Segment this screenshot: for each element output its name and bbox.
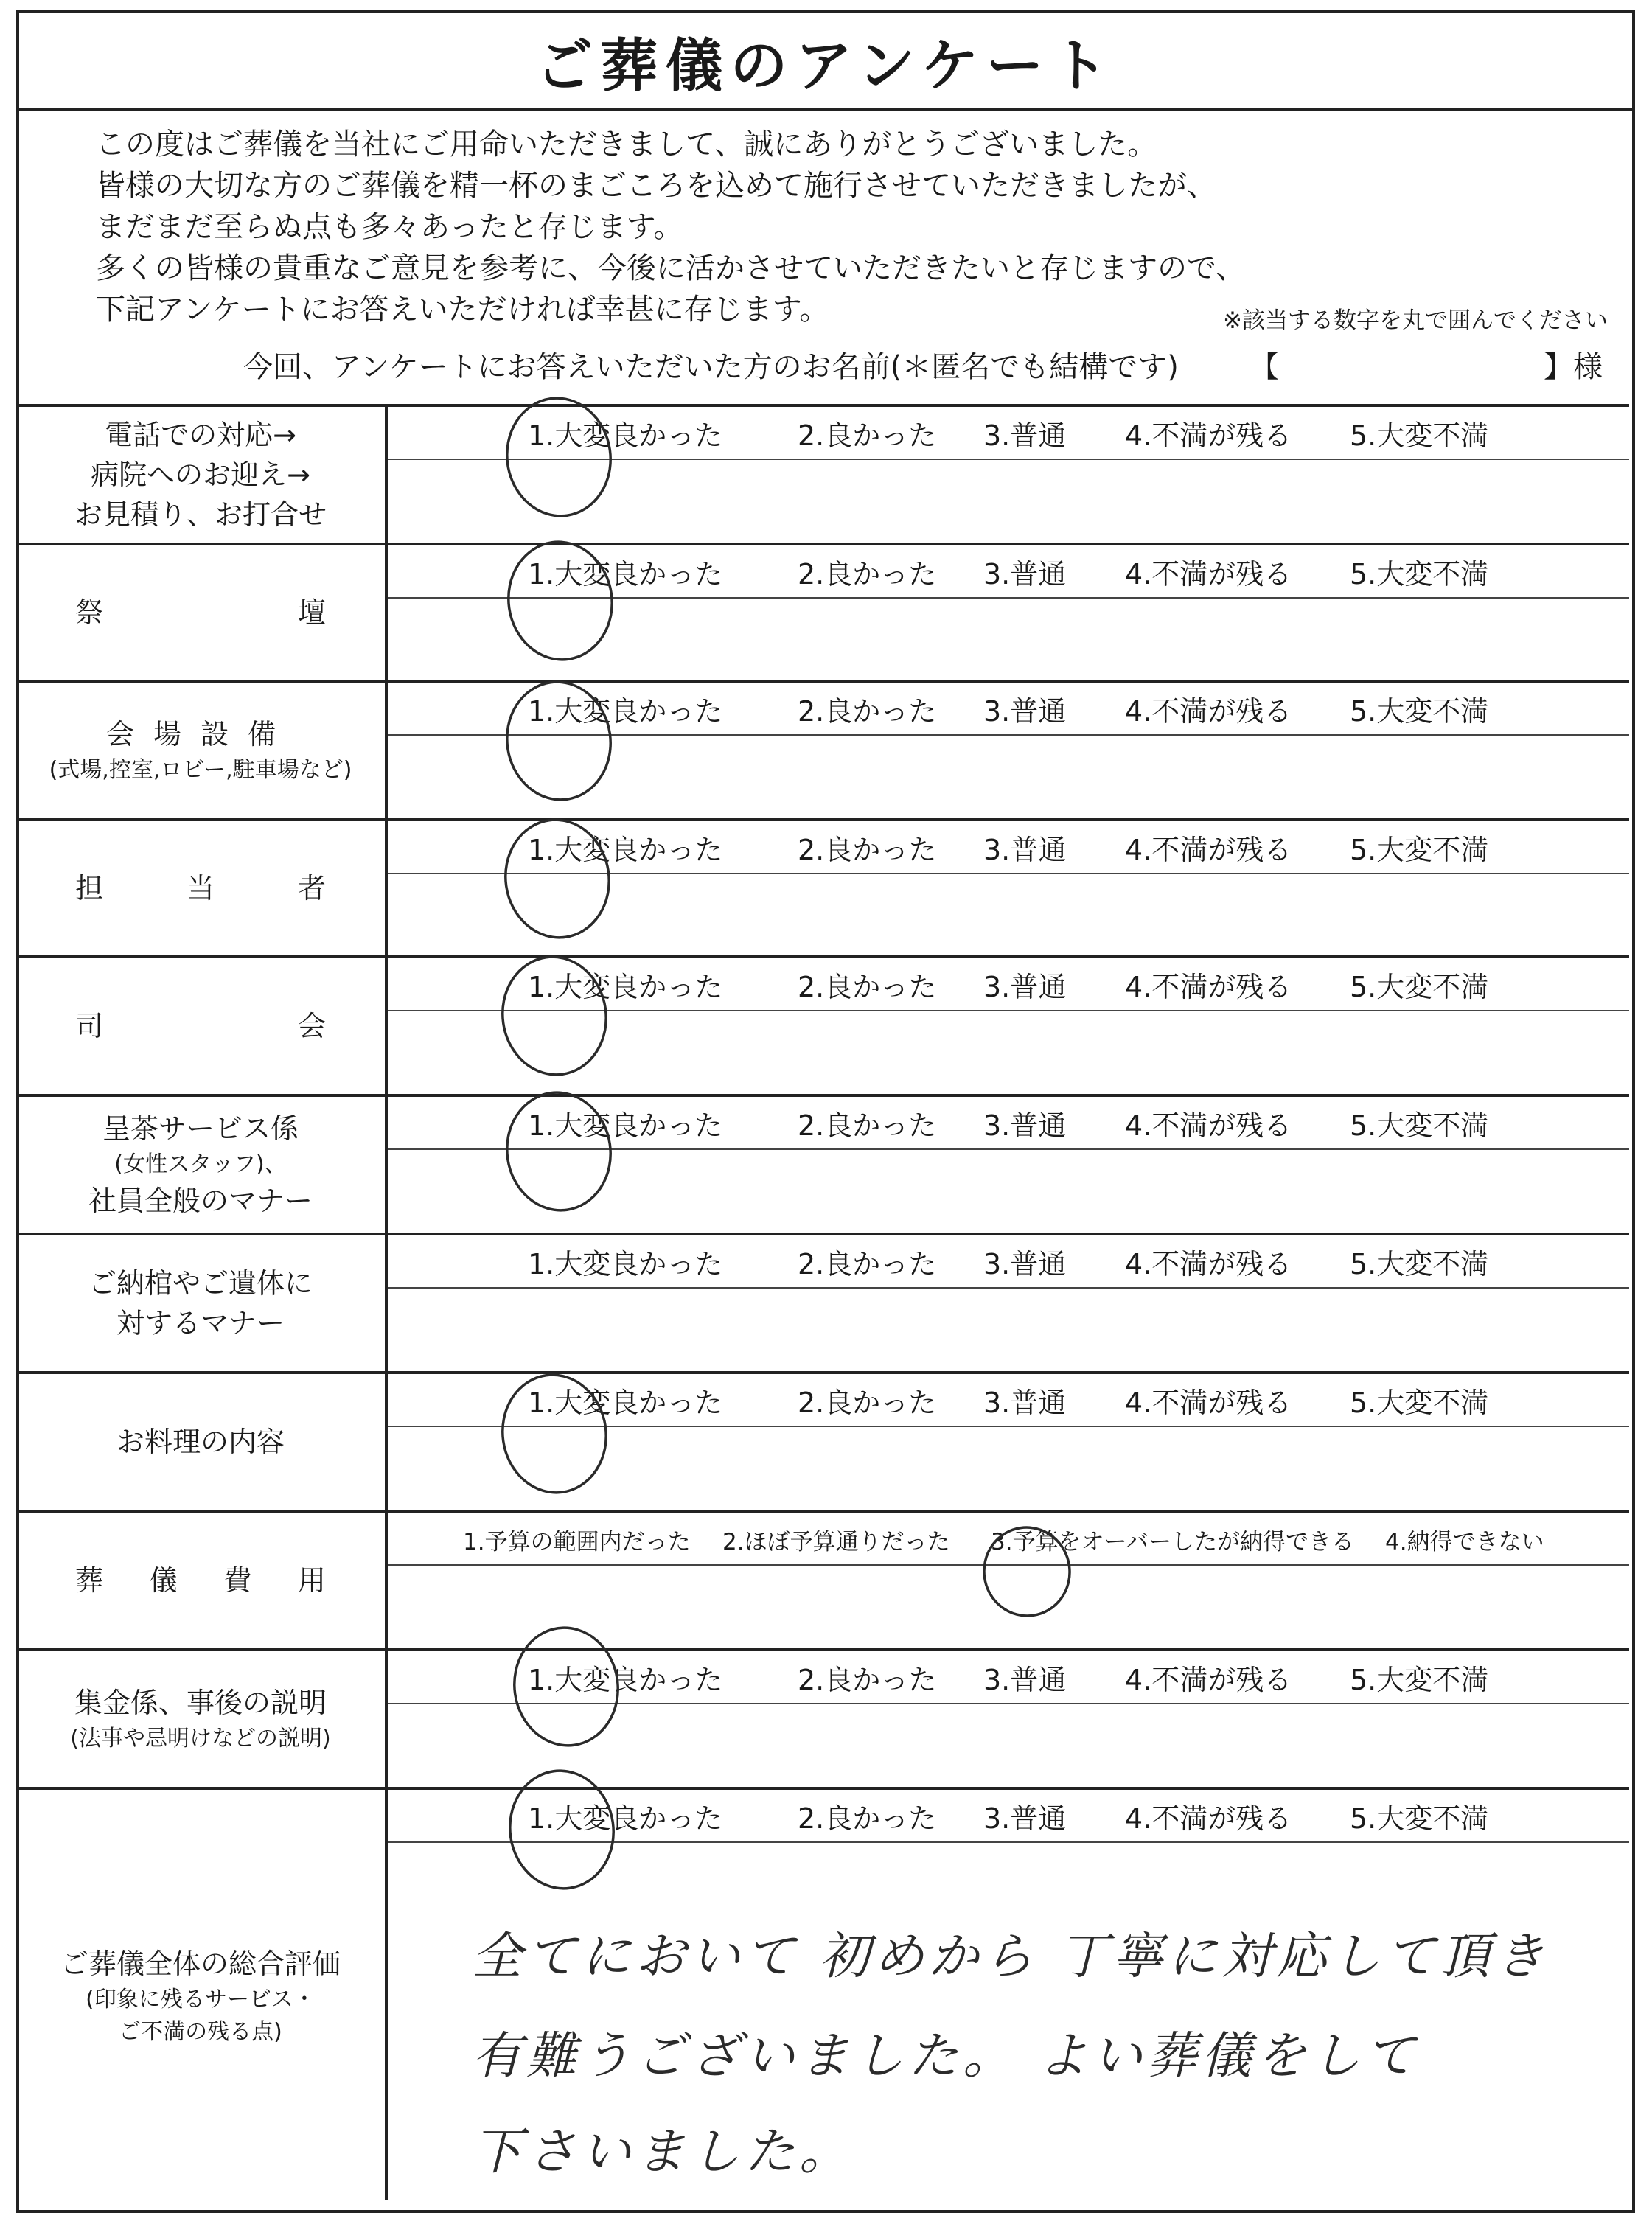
- rating-options: [388, 1790, 1629, 1841]
- rating-option-3[interactable]: 3.普通: [983, 695, 1067, 728]
- label-char: 会: [297, 1010, 326, 1042]
- intro-line: 皆様の大切な方のご葬儀を精一杯のまごころを込めて施行させていただきましたが、: [96, 169, 1216, 203]
- label-line: 病院へのお迎え→: [91, 459, 310, 491]
- rating-option-5[interactable]: 5.大変不満: [1350, 695, 1489, 728]
- row-label: [16, 1097, 385, 1233]
- row-label: [16, 545, 385, 680]
- row-label: [16, 1513, 385, 1648]
- label-sub: (印象に残るサービス・: [86, 1987, 316, 2012]
- rating-option-5[interactable]: 5.大変不満: [1350, 1387, 1489, 1419]
- rating-option-4[interactable]: 4.不満が残る: [1125, 834, 1292, 866]
- row-label: [16, 1374, 385, 1510]
- label-sub: (法事や忌明けなどの説明): [70, 1726, 331, 1751]
- survey-grid: [16, 0, 1635, 2224]
- label-line: [75, 868, 326, 908]
- label-line: 電話での対応→: [105, 419, 296, 451]
- instruction-note: ※該当する数字を丸で囲んでください: [1223, 307, 1608, 334]
- label-char: 担: [75, 872, 104, 904]
- rating-option-2[interactable]: 2.良かった: [798, 1387, 937, 1419]
- answer-rule: [388, 1148, 1629, 1150]
- rating-option-2[interactable]: 2.良かった: [798, 695, 937, 728]
- rating-option-5[interactable]: 5.大変不満: [1350, 558, 1489, 590]
- rating-option-4[interactable]: 4.不満が残る: [1125, 1109, 1292, 1142]
- cost-option-3[interactable]: 3.予算をオーバーしたが納得できる: [991, 1529, 1355, 1555]
- rating-option-5[interactable]: 5.大変不満: [1350, 1664, 1489, 1696]
- rating-options: [388, 1651, 1629, 1703]
- cost-option-2[interactable]: 2.ほぼ予算通りだった: [722, 1529, 950, 1555]
- row-label: [16, 958, 385, 1094]
- cost-option-1[interactable]: 1.予算の範囲内だった: [463, 1529, 691, 1555]
- row-label: [16, 1235, 385, 1371]
- rating-option-4[interactable]: 4.不満が残る: [1125, 1802, 1292, 1835]
- name-label: 今回、アンケートにお答えいただいた方のお名前(＊匿名でも結構です): [243, 350, 1179, 384]
- label-line: 社員全般のマナー: [88, 1185, 313, 1217]
- row-staff: [16, 821, 1629, 958]
- label-line: ご葬儀全体の総合評価: [60, 1948, 341, 1980]
- label-char: 者: [297, 872, 326, 904]
- answer-rule: [388, 873, 1629, 874]
- answer-rule: [388, 1287, 1629, 1289]
- label-line: 対するマナー: [116, 1307, 285, 1339]
- rating-option-3[interactable]: 3.普通: [983, 1387, 1067, 1419]
- rating-option-3[interactable]: 3.普通: [983, 419, 1067, 452]
- rating-option-5[interactable]: 5.大変不満: [1350, 419, 1489, 452]
- answer-rule: [388, 1841, 1629, 1843]
- intro-line: 多くの皆様の貴重なご意見を参考に、今後に活かさせていただきたいと存じますので、: [96, 251, 1246, 285]
- row-mc: [16, 958, 1629, 1097]
- answer-rule: [388, 1564, 1629, 1566]
- row-label: [16, 1790, 385, 2203]
- rating-option-1[interactable]: 1.大変良かった: [528, 971, 723, 1003]
- label-line: 集金係、事後の説明: [74, 1687, 327, 1719]
- intro-line: この度はご葬儀を当社にご用命いただきまして、誠にありがとうございました。: [96, 128, 1157, 161]
- label-line: 呈茶サービス係: [102, 1112, 299, 1145]
- rating-option-3[interactable]: 3.普通: [983, 1802, 1067, 1835]
- row-cost: [16, 1513, 1629, 1651]
- answer-rule: [388, 1703, 1629, 1704]
- rating-options: [388, 1374, 1629, 1426]
- rating-option-1[interactable]: 1.大変良かった: [528, 558, 723, 590]
- handwritten-comment-line: 全てにおいて 初めから 丁寧に対応して頂き: [472, 1928, 1550, 1986]
- rating-option-3[interactable]: 3.普通: [983, 971, 1067, 1003]
- intro-line: まだまだ至らぬ点も多々あったと存じます。: [96, 210, 683, 244]
- row-label: [16, 1651, 385, 1787]
- rating-option-1[interactable]: 1.大変良かった: [528, 1387, 723, 1419]
- label-line: [75, 1006, 326, 1046]
- rating-options: [388, 958, 1629, 1010]
- label-sub: ご不満の残る点): [119, 2019, 282, 2045]
- rating-option-3[interactable]: 3.普通: [983, 1109, 1067, 1142]
- label-line: お見積り、お打合せ: [74, 498, 327, 531]
- rating-options: [388, 407, 1629, 459]
- row-collect: [16, 1651, 1629, 1790]
- label-line: お料理の内容: [116, 1426, 285, 1458]
- cost-option-4[interactable]: 4.納得できない: [1385, 1529, 1544, 1555]
- rating-option-4[interactable]: 4.不満が残る: [1125, 419, 1292, 452]
- rating-option-3[interactable]: 3.普通: [983, 558, 1067, 590]
- label-sub: (式場,控室,ロビー,駐車場など): [49, 757, 352, 783]
- rating-option-1[interactable]: 1.大変良かった: [528, 1248, 723, 1280]
- rating-option-4[interactable]: 4.不満が残る: [1125, 695, 1292, 728]
- name-bracket-close: 】様: [1544, 350, 1603, 384]
- rating-option-5[interactable]: 5.大変不満: [1350, 834, 1489, 866]
- row-label: [16, 821, 385, 955]
- label-char: 司: [75, 1010, 104, 1042]
- rating-option-4[interactable]: 4.不満が残る: [1125, 558, 1292, 590]
- row-venue: [16, 683, 1629, 821]
- rating-option-4[interactable]: 4.不満が残る: [1125, 1664, 1292, 1696]
- rating-options: [388, 545, 1629, 597]
- rating-option-2[interactable]: 2.良かった: [798, 971, 937, 1003]
- row-phone: [16, 407, 1629, 545]
- rating-option-2[interactable]: 2.良かった: [798, 419, 937, 452]
- rating-option-1[interactable]: 1.大変良かった: [528, 1109, 723, 1142]
- rating-option-3[interactable]: 3.普通: [983, 1248, 1067, 1280]
- answer-rule: [388, 597, 1629, 599]
- rating-option-5[interactable]: 5.大変不満: [1350, 1248, 1489, 1280]
- rating-option-1[interactable]: 1.大変良かった: [528, 834, 723, 866]
- rating-option-2[interactable]: 2.良かった: [798, 1802, 937, 1835]
- label-line: ご納棺やご遺体に: [88, 1267, 313, 1300]
- form-title: ご葬儀のアンケート: [535, 32, 1116, 100]
- label-char: 当: [186, 872, 215, 904]
- answer-rule: [388, 1010, 1629, 1011]
- label-char: 費: [223, 1564, 252, 1597]
- rating-option-3[interactable]: 3.普通: [983, 1664, 1067, 1696]
- rating-option-5[interactable]: 5.大変不満: [1350, 1109, 1489, 1142]
- rating-options: [388, 683, 1629, 734]
- name-bracket-open: 【: [1250, 350, 1279, 384]
- rating-option-1[interactable]: 1.大変良かった: [528, 1802, 723, 1835]
- label-line: 会場設備: [105, 718, 295, 750]
- intro-line: 下記アンケートにお答えいただければ幸甚に存じます。: [96, 293, 829, 327]
- answer-rule: [388, 459, 1629, 460]
- row-tea: [16, 1097, 1629, 1235]
- label-char: 葬: [75, 1564, 104, 1597]
- label-line: [75, 593, 326, 632]
- label-char: 用: [297, 1564, 326, 1597]
- rating-option-2[interactable]: 2.良かった: [798, 834, 937, 866]
- row-label: [16, 683, 385, 818]
- rating-option-4[interactable]: 4.不満が残る: [1125, 1387, 1292, 1419]
- label-char: 儀: [149, 1564, 178, 1597]
- rating-option-2[interactable]: 2.良かった: [798, 558, 937, 590]
- rating-option-2[interactable]: 2.良かった: [798, 1109, 937, 1142]
- handwritten-comment-line: 有難うございました。 よい葬儀をして: [472, 2027, 1420, 2085]
- row-label: [16, 407, 385, 543]
- rating-option-1[interactable]: 1.大変良かった: [528, 1664, 723, 1696]
- answer-rule: [388, 734, 1629, 736]
- rating-option-4[interactable]: 4.不満が残る: [1125, 971, 1292, 1003]
- rating-options: [388, 1235, 1629, 1287]
- handwritten-comment-line: 下さいました。: [472, 2123, 854, 2181]
- label-sub: (女性スタッフ)、: [114, 1151, 287, 1177]
- cost-options: [388, 1513, 1629, 1564]
- rating-options: [388, 1097, 1629, 1148]
- rating-option-3[interactable]: 3.普通: [983, 834, 1067, 866]
- label-char: 祭: [75, 596, 104, 629]
- label-char: 壇: [297, 596, 326, 629]
- rating-option-1[interactable]: 1.大変良かった: [528, 419, 723, 452]
- rating-option-5[interactable]: 5.大変不満: [1350, 1802, 1489, 1835]
- row-coffin: [16, 1235, 1629, 1374]
- row-altar: [16, 545, 1629, 683]
- rating-options: [388, 821, 1629, 873]
- rating-option-2[interactable]: 2.良かった: [798, 1664, 937, 1696]
- label-line: [75, 1561, 326, 1600]
- row-food: [16, 1374, 1629, 1513]
- rating-option-5[interactable]: 5.大変不満: [1350, 971, 1489, 1003]
- answer-rule: [388, 1426, 1629, 1427]
- rating-option-2[interactable]: 2.良かった: [798, 1248, 937, 1280]
- rating-option-4[interactable]: 4.不満が残る: [1125, 1248, 1292, 1280]
- rating-option-1[interactable]: 1.大変良かった: [528, 695, 723, 728]
